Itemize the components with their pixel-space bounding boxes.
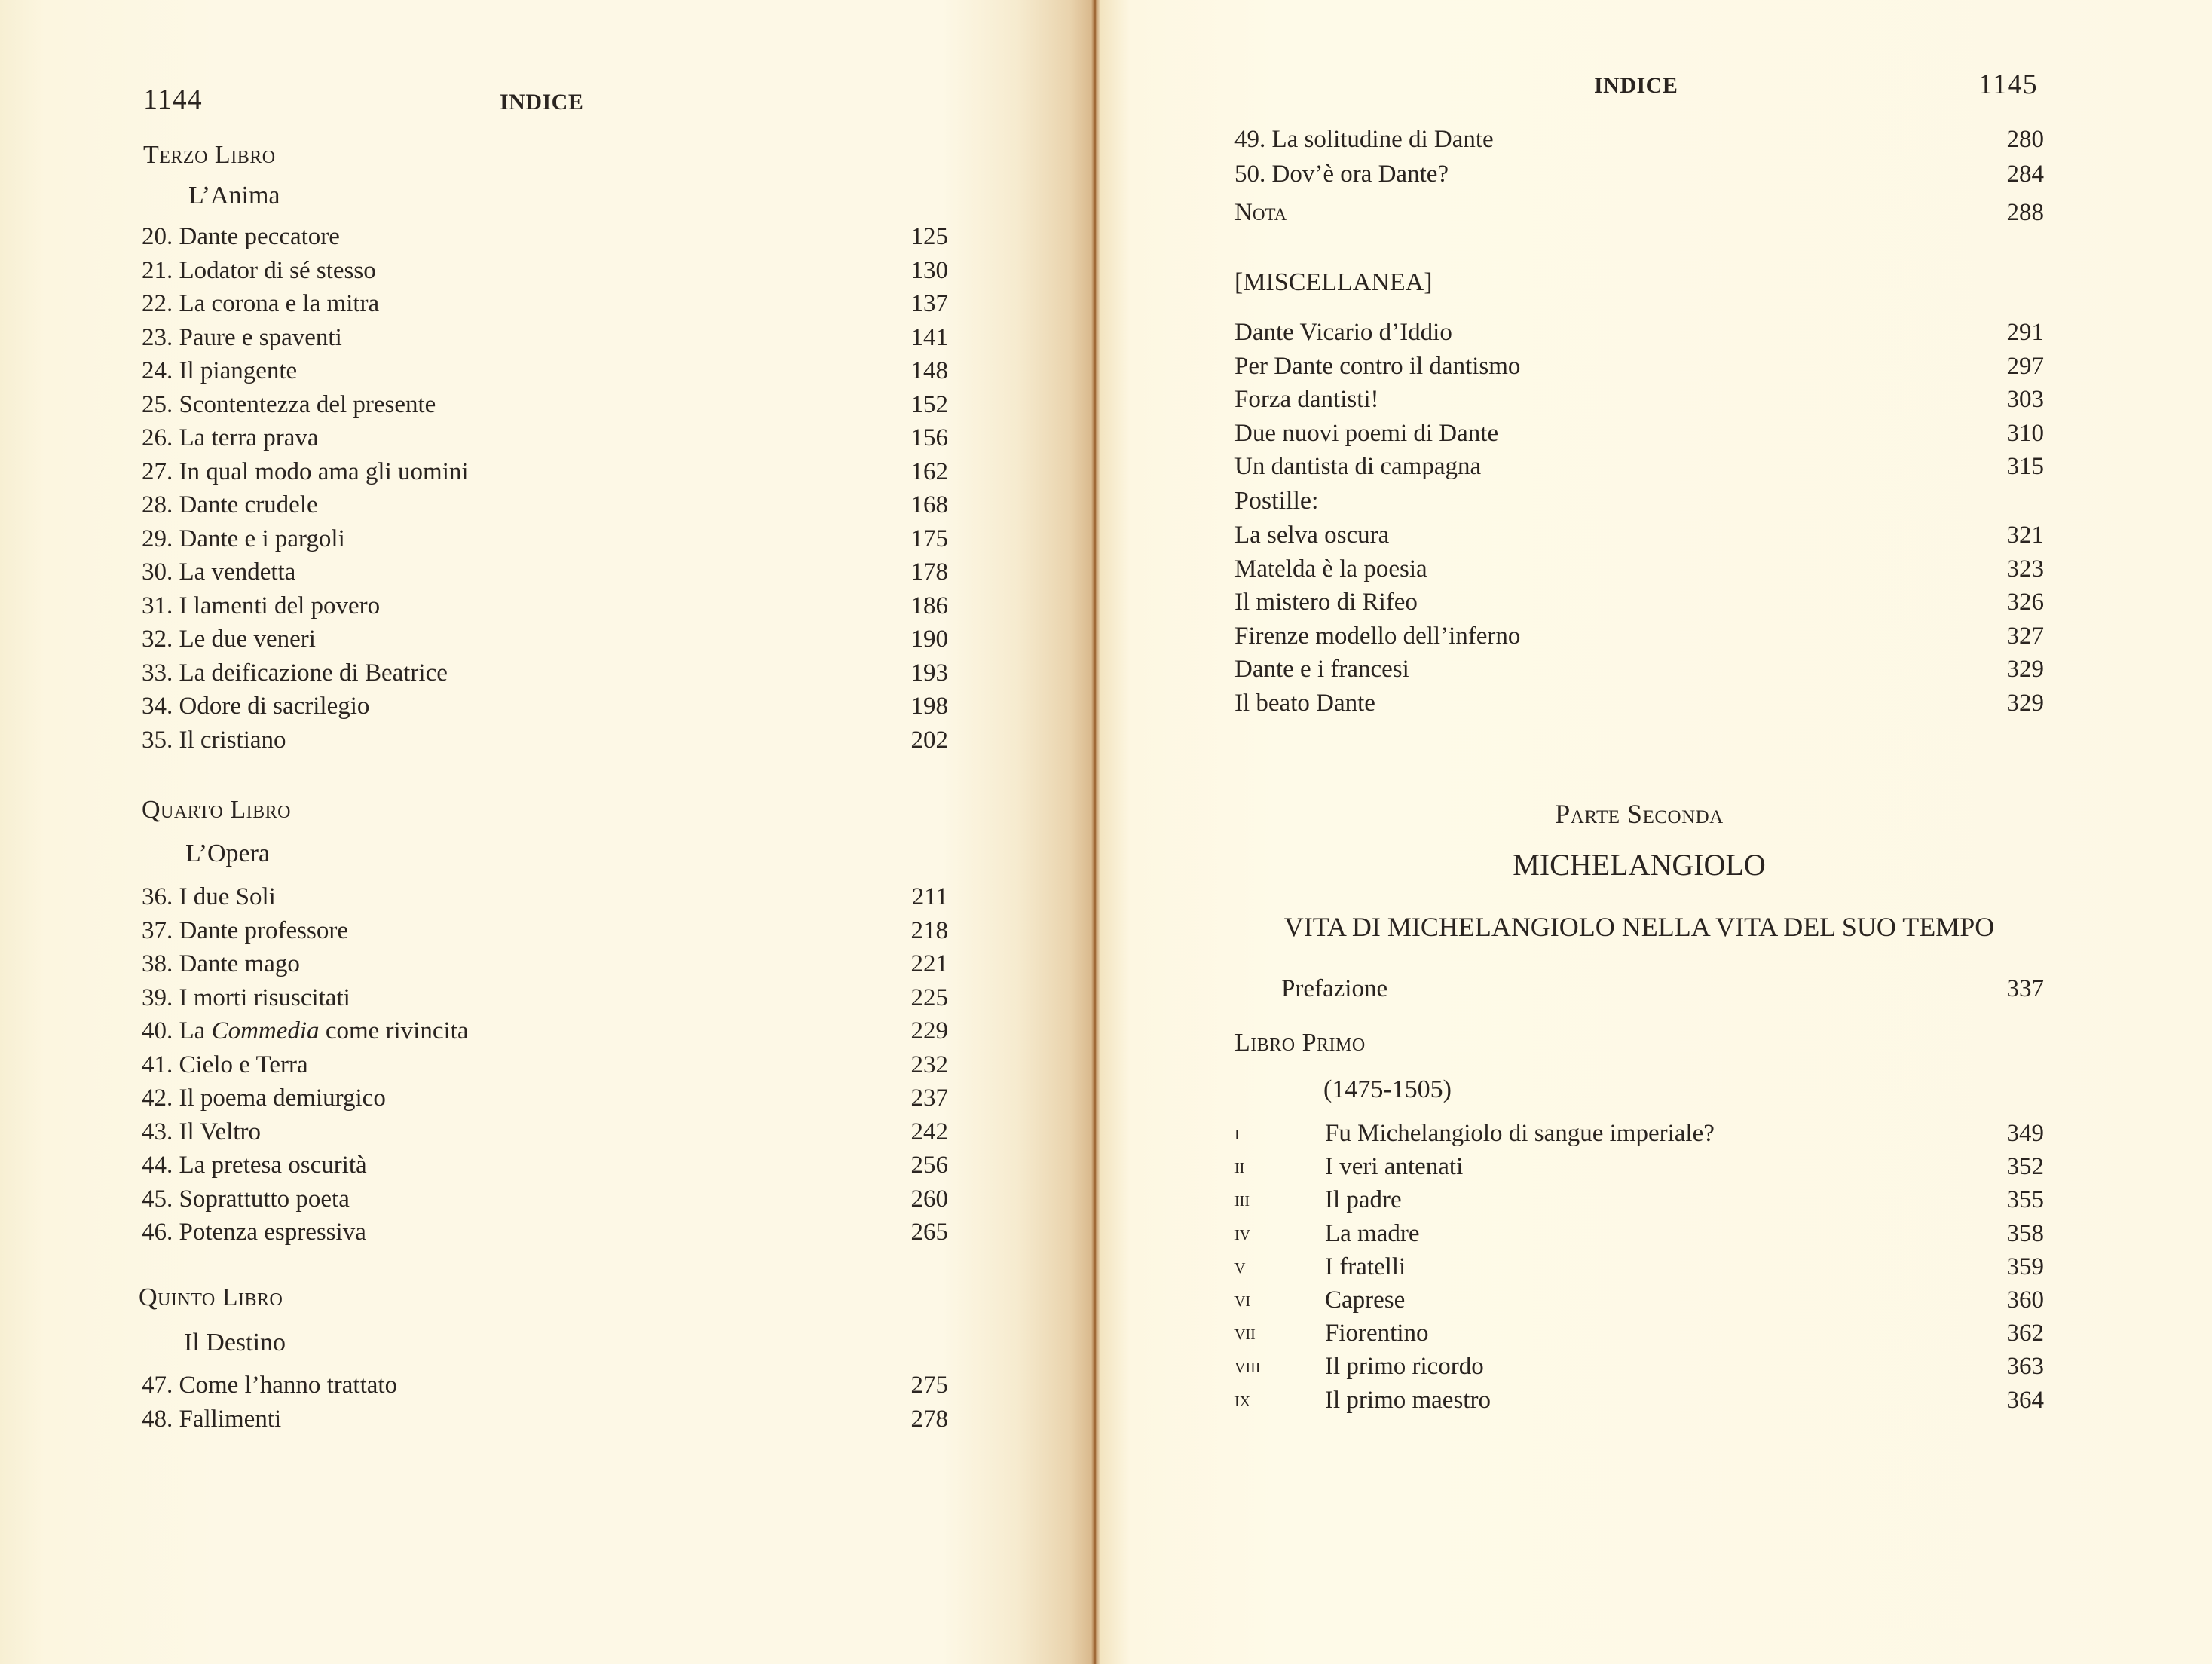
running-head: INDICE: [1594, 73, 1678, 98]
entry-title: Il cristiano: [179, 726, 286, 754]
entry-page-number: 352: [2006, 1153, 2044, 1181]
entry-title: Soprattutto poeta: [179, 1185, 350, 1213]
entry-number: 20.: [142, 223, 179, 250]
running-head: INDICE: [500, 90, 584, 115]
entry-page-number: 141: [910, 323, 948, 351]
entry-title: I due Soli: [179, 883, 276, 910]
toc-entry: [142, 1117, 948, 1147]
entry-title: I morti risuscitati: [179, 983, 350, 1011]
miscellanea-entry: [1234, 384, 2044, 414]
dot-leader: [403, 1370, 894, 1400]
entry-title: Il Veltro: [179, 1118, 261, 1146]
entry-page-number: 211: [911, 883, 948, 910]
entry-title: Fiorentino: [1325, 1320, 1429, 1347]
entry-title: Un dantista di campagna: [1234, 453, 1482, 480]
section-subheading: Il Destino: [184, 1329, 286, 1357]
section-subheading: L’Opera: [185, 840, 271, 867]
dot-leader: [1721, 1118, 1990, 1149]
entry-page-number: 218: [910, 916, 948, 944]
toc-entry: [142, 658, 948, 688]
toc-entry: [142, 916, 948, 946]
entry-title: Le due veneri: [179, 626, 316, 653]
entry-number: 36.: [142, 883, 179, 910]
entry-title: La Commedia come rivincita: [179, 1017, 469, 1045]
entry-number: vii: [1234, 1321, 1256, 1345]
toc-entry: [142, 356, 948, 386]
toc-entry: [142, 725, 948, 755]
entry-page-number: 349: [2006, 1120, 2044, 1147]
dot-leader: [1487, 451, 1990, 482]
section-heading: Terzo Libro: [143, 141, 276, 169]
dot-leader: [325, 423, 894, 453]
book-gutter: [1094, 0, 1096, 1664]
part-title: MICHELANGIOLO: [1513, 848, 1766, 882]
toc-entry: [142, 1016, 948, 1046]
dot-leader: [324, 490, 894, 520]
toc-entry: [142, 1217, 948, 1247]
entry-page-number: 323: [2006, 555, 2044, 583]
dot-leader: [454, 658, 894, 688]
entry-page-number: 297: [2006, 352, 2044, 380]
dot-leader: [1385, 384, 1990, 414]
dot-leader: [1411, 1285, 1990, 1315]
entry-title: Due nuovi poemi di Dante: [1234, 419, 1499, 447]
entry-page-number: 288: [2006, 199, 2044, 226]
miscellanea-heading: [MISCELLANEA]: [1234, 268, 1433, 296]
chapter-entry: [1234, 1185, 2044, 1215]
entry-number: iv: [1234, 1221, 1251, 1245]
dot-leader: [1394, 974, 1990, 1004]
dot-leader: [1455, 159, 1990, 189]
postille-label: Postille:: [1234, 487, 1319, 515]
entry-page-number: 137: [910, 290, 948, 317]
entry-page-number: 193: [910, 659, 948, 687]
entry-number: 45.: [142, 1185, 179, 1213]
dot-leader: [1424, 587, 1990, 617]
chapter-entry: [1234, 1152, 2044, 1182]
entry-page-number: 265: [910, 1219, 948, 1246]
toc-entry: [142, 1404, 948, 1434]
entry-title: Come l’hanno trattato: [179, 1372, 398, 1399]
entry-title: Scontentezza del presente: [179, 390, 436, 418]
toc-entry: [142, 457, 948, 487]
toc-entry: [142, 1050, 948, 1080]
entry-page-number: 186: [910, 592, 948, 619]
dot-leader: [1500, 124, 1990, 154]
entry-number: 41.: [142, 1051, 179, 1078]
dot-leader: [1381, 688, 1990, 718]
entry-title: La solitudine di Dante: [1271, 126, 1494, 153]
dot-leader: [372, 1217, 894, 1247]
entry-title: Potenza espressiva: [179, 1219, 366, 1246]
postille-entry: [1234, 621, 2044, 651]
entry-title: Forza dantisti!: [1234, 386, 1379, 413]
entry-title: Lodator di sé stesso: [179, 256, 376, 284]
entry-title: Il piangente: [179, 357, 298, 384]
toc-entry: [142, 1370, 948, 1400]
entry-title: Dante professore: [179, 916, 348, 944]
entry-page-number: 260: [910, 1185, 948, 1213]
entry-page-number: 232: [910, 1051, 948, 1078]
toc-entry: [1234, 159, 2044, 189]
dot-leader: [322, 624, 894, 654]
entry-number: i: [1234, 1121, 1240, 1145]
toc-entry: [142, 289, 948, 319]
toc-entry: [142, 524, 948, 554]
entry-number: 35.: [142, 726, 179, 754]
dot-leader: [1490, 1351, 1990, 1381]
dot-leader: [442, 390, 894, 420]
part-label: Parte Seconda: [1555, 799, 1724, 829]
entry-page-number: 242: [910, 1118, 948, 1146]
entry-number: 49.: [1234, 126, 1272, 153]
entry-title: La pretesa oscurità: [179, 1152, 367, 1179]
entry-title: Prefazione: [1281, 975, 1388, 1002]
entry-page-number: 202: [910, 726, 948, 754]
dot-leader: [1497, 1385, 1990, 1415]
entry-number: 30.: [142, 558, 179, 586]
work-title: VITA DI MICHELANGIOLO NELLA VITA DEL SUO TEMPO: [1283, 912, 1995, 942]
dot-leader: [1526, 351, 1990, 381]
entry-title: La corona e la mitra: [179, 290, 380, 317]
dot-leader: [1408, 1185, 1990, 1215]
chapter-entry: [1234, 1285, 2044, 1315]
entry-page-number: 362: [2006, 1320, 2044, 1347]
dot-leader: [1458, 317, 1990, 347]
entry-title: Il mistero di Rifeo: [1234, 589, 1418, 616]
postille-entry: [1234, 654, 2044, 684]
toc-entry: [142, 624, 948, 654]
entry-title: Firenze modello dell’inferno: [1234, 622, 1521, 650]
entry-title: I lamenti del povero: [179, 592, 381, 619]
dot-leader: [1435, 1318, 1990, 1348]
chapter-entry: [1234, 1252, 2044, 1282]
dot-leader: [1412, 1252, 1990, 1282]
page-number: 1145: [1978, 69, 2038, 100]
entry-title: Dante e i pargoli: [179, 525, 345, 552]
entry-title: Odore di sacrilegio: [179, 693, 370, 720]
entry-page-number: 310: [2006, 419, 2044, 447]
entry-number: 48.: [142, 1405, 179, 1433]
dot-leader: [1395, 520, 1990, 550]
dot-leader: [292, 725, 894, 755]
toc-entry: [142, 1150, 948, 1180]
dot-leader: [354, 916, 894, 946]
chapter-entry: [1234, 1351, 2044, 1381]
entry-title: Fu Michelangiolo di sangue imperiale?: [1325, 1120, 1715, 1147]
toc-entry: [142, 1184, 948, 1214]
entry-number: 47.: [142, 1372, 179, 1399]
entry-title: Dante Vicario d’Iddio: [1234, 319, 1452, 346]
entry-page-number: 130: [910, 256, 948, 284]
dot-leader: [356, 983, 894, 1013]
entry-page-number: 280: [2006, 126, 2044, 153]
dot-leader: [392, 1083, 894, 1113]
entry-number: v: [1234, 1254, 1246, 1278]
entry-number: 34.: [142, 693, 179, 720]
entry-page-number: 278: [910, 1405, 948, 1433]
dot-leader: [382, 255, 894, 286]
entry-page-number: 329: [2006, 656, 2044, 683]
entry-title: Per Dante contro il dantismo: [1234, 352, 1521, 380]
chapter-entry: [1234, 1118, 2044, 1149]
entry-page-number: 256: [910, 1152, 948, 1179]
entry-page-number: 229: [910, 1017, 948, 1045]
toc-entry: [142, 1083, 948, 1113]
dot-leader: [386, 591, 894, 621]
dot-leader: [348, 323, 894, 353]
entry-number: ix: [1234, 1387, 1251, 1412]
entry-number: 44.: [142, 1152, 179, 1179]
toc-entry: [142, 983, 948, 1013]
entry-page-number: 355: [2006, 1186, 2044, 1214]
dot-leader: [282, 882, 894, 912]
entry-page-number: 321: [2006, 522, 2044, 549]
toc-entry: [142, 882, 948, 912]
entry-title: La vendetta: [179, 558, 296, 586]
entry-title: Il poema demiurgico: [179, 1084, 386, 1112]
dot-leader: [287, 1404, 894, 1434]
entry-number: 40.: [142, 1017, 179, 1045]
dot-leader: [1433, 554, 1990, 584]
entry-title: Fallimenti: [179, 1405, 282, 1433]
dot-leader: [385, 289, 894, 319]
entry-title: Dante peccatore: [179, 223, 340, 250]
entry-number: viii: [1234, 1354, 1261, 1378]
chapter-entry: [1234, 1219, 2044, 1249]
entry-page-number: 327: [2006, 622, 2044, 650]
entry-page-number: 363: [2006, 1353, 2044, 1381]
entry-number: 28.: [142, 491, 179, 518]
postille-entry: [1234, 520, 2044, 550]
entry-number: 39.: [142, 983, 179, 1011]
entry-title: Caprese: [1325, 1286, 1406, 1314]
entry-title: In qual modo ama gli uomini: [179, 457, 469, 485]
entry-title: La selva oscura: [1234, 522, 1390, 549]
entry-page-number: 315: [2006, 453, 2044, 480]
entry-number: 26.: [142, 424, 179, 451]
entry-page-number: 125: [910, 223, 948, 250]
dot-leader: [1293, 197, 1990, 228]
entry-page-number: 326: [2006, 589, 2044, 616]
dot-leader: [375, 691, 894, 721]
book-heading: Libro Primo: [1234, 1029, 1366, 1057]
postille-entry: [1234, 554, 2044, 584]
dot-leader: [1469, 1152, 1990, 1182]
entry-title: La terra prava: [179, 424, 319, 451]
dot-leader: [314, 1050, 894, 1080]
page-number: 1144: [143, 84, 203, 115]
entry-title: Paure e spaventi: [179, 323, 342, 351]
chapter-entry: [1234, 1318, 2044, 1348]
entry-title: Cielo e Terra: [179, 1051, 308, 1078]
entry-number: vi: [1234, 1288, 1251, 1311]
entry-number: 38.: [142, 950, 179, 977]
entry-page-number: 178: [910, 558, 948, 586]
toc-entry: [142, 222, 948, 252]
entry-number: 50.: [1234, 161, 1272, 188]
entry-number: ii: [1234, 1155, 1245, 1179]
entry-page-number: 359: [2006, 1253, 2044, 1280]
miscellanea-entry: [1234, 317, 2044, 347]
postille-entry: [1234, 688, 2044, 718]
entry-page-number: 291: [2006, 319, 2044, 346]
entry-title: La deificazione di Beatrice: [179, 659, 448, 687]
entry-number: 31.: [142, 592, 179, 619]
entry-number: 33.: [142, 659, 179, 687]
entry-page-number: 156: [910, 424, 948, 451]
entry-title: Dante mago: [179, 950, 300, 977]
toc-entry: [142, 591, 948, 621]
dot-leader: [373, 1150, 894, 1180]
entry-page-number: 284: [2006, 161, 2044, 188]
entry-number: 21.: [142, 256, 179, 284]
entry-page-number: 303: [2006, 386, 2044, 413]
dot-leader: [306, 949, 894, 979]
entry-page-number: 360: [2006, 1286, 2044, 1314]
entry-title: Dante crudele: [179, 491, 318, 518]
entry-page-number: 221: [910, 950, 948, 977]
entry-page-number: 162: [910, 457, 948, 485]
preface-entry: [1281, 974, 2044, 1004]
miscellanea-entry: [1234, 418, 2044, 448]
entry-number: 37.: [142, 916, 179, 944]
postille-entry: [1234, 587, 2044, 617]
dot-leader: [303, 356, 894, 386]
book-dates: (1475-1505): [1323, 1075, 1452, 1103]
entry-page-number: 329: [2006, 689, 2044, 717]
miscellanea-entry: [1234, 451, 2044, 482]
entry-number: 46.: [142, 1219, 179, 1246]
entry-number: 27.: [142, 457, 179, 485]
entry-page-number: 275: [910, 1372, 948, 1399]
toc-entry: [142, 691, 948, 721]
dot-leader: [475, 457, 894, 487]
entry-title: I veri antenati: [1325, 1153, 1464, 1181]
entry-title: Il beato Dante: [1234, 689, 1375, 717]
entry-page-number: 364: [2006, 1386, 2044, 1414]
dot-leader: [1415, 654, 1990, 684]
toc-entry: [142, 255, 948, 286]
dot-leader: [301, 557, 894, 587]
entry-page-number: 358: [2006, 1219, 2044, 1247]
toc-entry: [142, 390, 948, 420]
entry-number: 25.: [142, 390, 179, 418]
entry-page-number: 198: [910, 693, 948, 720]
entry-title: Nota: [1234, 199, 1287, 226]
toc-entry: [142, 490, 948, 520]
entry-number: iii: [1234, 1188, 1250, 1212]
toc-entry: [1234, 124, 2044, 154]
entry-title: Matelda è la poesia: [1234, 555, 1427, 583]
dot-leader: [351, 524, 894, 554]
entry-title: Il primo ricordo: [1325, 1353, 1484, 1381]
entry-page-number: 337: [2006, 975, 2044, 1002]
entry-title: Dante e i francesi: [1234, 656, 1409, 683]
entry-title: Dov’è ora Dante?: [1271, 161, 1449, 188]
entry-title: Il primo maestro: [1325, 1386, 1491, 1414]
entry-page-number: 148: [910, 357, 948, 384]
section-heading: Quinto Libro: [139, 1283, 283, 1311]
entry-number: 29.: [142, 525, 179, 552]
entry-number: 23.: [142, 323, 179, 351]
entry-number: 42.: [142, 1084, 179, 1112]
dot-leader: [356, 1184, 894, 1214]
entry-number: 22.: [142, 290, 179, 317]
section-heading: Quarto Libro: [142, 796, 291, 824]
toc-entry: [142, 557, 948, 587]
dot-leader: [474, 1016, 894, 1046]
entry-number: 32.: [142, 626, 179, 653]
toc-entry: [142, 423, 948, 453]
dot-leader: [346, 222, 894, 252]
entry-page-number: 237: [910, 1084, 948, 1112]
dot-leader: [267, 1117, 894, 1147]
entry-title: Il padre: [1325, 1186, 1402, 1214]
entry-page-number: 168: [910, 491, 948, 518]
entry-page-number: 225: [910, 983, 948, 1011]
toc-entry: [142, 323, 948, 353]
entry-title: I fratelli: [1325, 1253, 1406, 1280]
entry-title: La madre: [1325, 1219, 1420, 1247]
entry-page-number: 190: [910, 626, 948, 653]
entry-number: 43.: [142, 1118, 179, 1146]
chapter-entry: [1234, 1385, 2044, 1415]
entry-page-number: 175: [910, 525, 948, 552]
entry-number: 24.: [142, 357, 179, 384]
entry-page-number: 152: [910, 390, 948, 418]
miscellanea-entry: [1234, 351, 2044, 381]
dot-leader: [1504, 418, 1990, 448]
toc-entry: [142, 949, 948, 979]
dot-leader: [1526, 621, 1990, 651]
nota-entry: [1234, 197, 2044, 228]
section-subheading: L’Anima: [188, 182, 280, 210]
dot-leader: [1426, 1219, 1990, 1249]
